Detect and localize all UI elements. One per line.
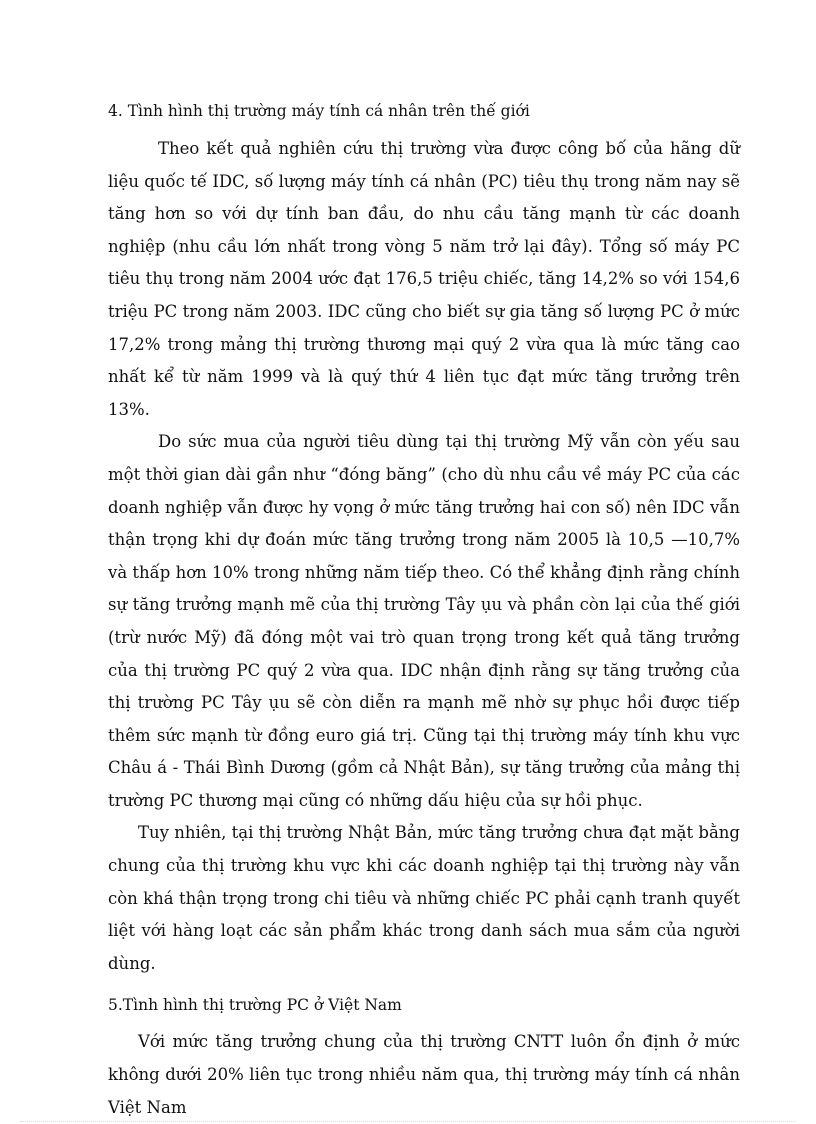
section-4-heading: 4. Tình hình thị trường máy tính cá nhân trên thế giới — [108, 102, 530, 120]
section-5-heading: 5.Tình hình thị trường PC ở Việt Nam — [108, 996, 402, 1015]
section-4-paragraph-3: Tuy nhiên, tại thị trường Nhật Bản, mức tăng trưởng chưa đạt mặt bằng chung của thị trường khu vực khi các doanh nghiệp tại thị trường này vẫn còn khá thận trọng trong chi tiêu và những chiếc PC phải cạnh tranh quyết liệt với hàng loạt các sản phẩm khác trong danh sách mua sắm của người dùng. — [108, 823, 740, 973]
page-bottom-divider — [20, 1121, 796, 1122]
section-5-paragraph-1: Với mức tăng trưởng chung của thị trường CNTT luôn ổn định ở mức không dưới 20% liên tục trong nhiều năm qua, thị trường máy tính cá nhân Việt Nam — [108, 1032, 740, 1117]
document-page — [108, 100, 740, 1124]
section-4-paragraph-1: Theo kết quả nghiên cứu thị trường vừa được công bố của hãng dữ liệu quốc tế IDC, số lượng máy tính cá nhân (PC) tiêu thụ trong năm nay sẽ tăng hơn so với dự tính ban đầu, do nhu cầu tăng mạnh từ các doanh nghiệp (nhu cầu lớn nhất trong vòng 5 năm trở lại đây). Tổng số máy PC tiêu thụ trong năm 2004 ước đạt 176,5 triệu chiếc, tăng 14,2% so với 154,6 triệu PC trong năm 2003. IDC cũng cho biết sự gia tăng số lượng PC ở mức 17,2% trong mảng thị trường thương mại quý 2 vừa qua là mức tăng cao nhất kể từ năm 1999 và là quý thứ 4 liên tục đạt mức tăng trưởng trên 13%. — [108, 139, 740, 419]
section-4-paragraph-2: Do sức mua của người tiêu dùng tại thị trường Mỹ vẫn còn yếu sau một thời gian dài gần như “đóng băng” (cho dù nhu cầu về máy PC của các doanh nghiệp vẫn được hy vọng ở mức tăng trưởng hai con số) nên IDC vẫn thận trọng khi dự đoán mức tăng trưởng trong năm 2005 là 10,5 —10,7% và thấp hơn 10% trong những năm tiếp theo. Có thể khẳng định rằng chính sự tăng trưởng mạnh mẽ của thị trường Tây ụu và phần còn lại của thế giới (trừ nước Mỹ) đã đóng một vai trò quan trọng trong kết quả tăng trưởng của thị trường PC quý 2 vừa qua. IDC nhận định rằng sự tăng trưởng của thị trường PC Tây ụu sẽ còn diễn ra mạnh mẽ nhờ sự phục hồi được tiếp thêm sức mạnh từ đồng euro giá trị. Cũng tại thị trường máy tính khu vực Châu á - Thái Bình Dương (gồm cả Nhật Bản), sự tăng trưởng của mảng thị trường PC thương mại cũng có những dấu hiệu của sự hồi phục. — [108, 432, 740, 810]
